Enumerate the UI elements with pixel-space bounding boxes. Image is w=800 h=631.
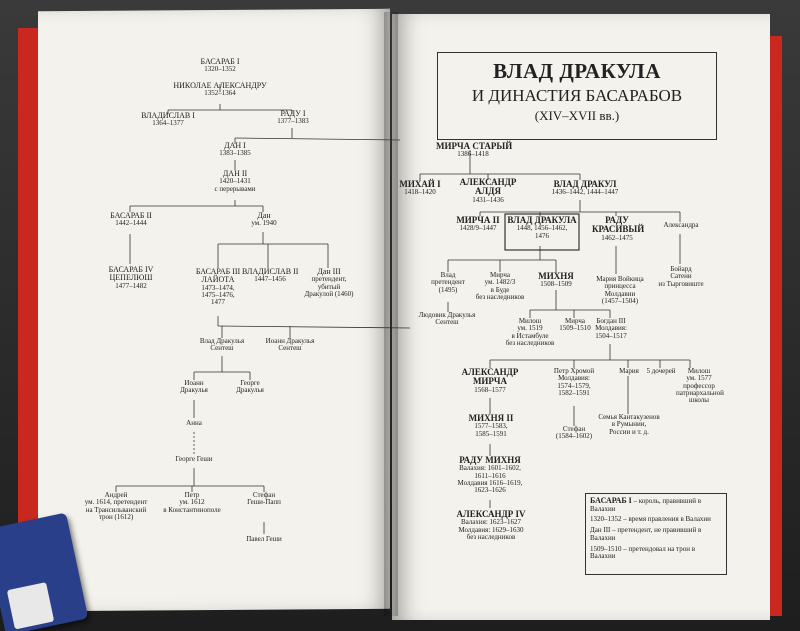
node-aleksandr-mircha: [460, 368, 520, 394]
legend-item-1-name: БАСАРАБ I: [590, 496, 632, 505]
stefan-dates: (1584–1602): [555, 432, 593, 441]
node-andrei: [76, 492, 156, 521]
dan3-note2: убитый: [317, 282, 341, 291]
node-aleksandr4: [452, 510, 530, 541]
kantakuzeny-note2: России и т. д.: [609, 427, 649, 436]
mihnya-name: МИХНЯ: [538, 271, 574, 281]
radu-mihnya-note2: 1611–1616: [474, 471, 506, 480]
radu-mihnya-note4: 1623–1626: [474, 486, 506, 495]
radu-krasiviy-name: РАДУ: [605, 215, 629, 225]
georg-geshi-name: Георге Геши: [175, 455, 213, 463]
ioann-sentesh-name2: Сентеш: [278, 344, 302, 353]
legend-item-1-text: – король, правивший в Валахии: [590, 497, 702, 513]
dan3-note3: Дракулой (1460): [304, 290, 354, 299]
boyard-note: из Тырговиште: [658, 279, 704, 288]
mircha-1509-name: Мирча: [565, 317, 585, 325]
node-bogdan3: [588, 318, 634, 340]
dan2-name: ДАН II: [222, 169, 248, 178]
node-aleksandr-aldya: [458, 178, 518, 204]
dan2-dates: 1420–1431: [219, 177, 251, 186]
mircha-um-note3: без наследников: [475, 293, 525, 302]
node-boyard: [654, 266, 708, 288]
basarab3-name2: ЛАЙОТА: [201, 275, 235, 285]
boyard-name: Бойард: [670, 265, 692, 273]
legend-box: [585, 493, 727, 575]
basarab4-name2: ЦЕПЕЛЮШ: [109, 273, 153, 283]
node-stefan-geshi: [238, 492, 290, 507]
node-mariya-voichita: [590, 276, 650, 305]
node-dan2: [205, 170, 265, 193]
mihnya2-dates2: 1585–1591: [475, 429, 507, 438]
radu-mihnya-name: РАДУ МИХНЯ: [459, 455, 521, 465]
vlad-sentesh-name2: Сентеш: [210, 344, 234, 353]
andrei-name: Андрей: [104, 491, 128, 499]
basarab3-name: БАСАРАБ III: [195, 267, 241, 276]
mircha-stariy-name: МИРЧА СТАРЫЙ: [436, 141, 513, 151]
blue-object-label: [7, 582, 54, 629]
milosh-note2: в Истамбуле: [511, 331, 549, 340]
dan2-note: с перерывами: [214, 184, 256, 193]
legend-item-4: 1509–1510 – претендовал на трон в Валахии: [590, 544, 695, 561]
andrei-note3: трон (1612): [98, 513, 134, 522]
mariya-name: Мария: [619, 367, 639, 375]
aleksandr-aldya-name2: АЛДЯ: [475, 186, 501, 197]
5-docherei-name: 5 дочерей: [646, 367, 676, 375]
milosh2-note3: патриархальной: [676, 389, 724, 398]
bogdan3-name: Богдан III: [596, 317, 626, 325]
petr-hromoi-name: Петр Хромой: [553, 367, 595, 375]
vlad-drakula-dates: 1448, 1456–1462,: [516, 224, 568, 233]
basarab2-name: БАСАРАБ II: [110, 211, 152, 220]
radu1-name: РАДУ I: [280, 109, 306, 118]
andrei-note2: на Трансильванский: [85, 505, 147, 514]
basarab3-dates: 1473–1474,: [201, 283, 235, 292]
ioann-drakulya-name2: Дракулья: [180, 386, 208, 395]
dan-um-name: Дан: [257, 211, 271, 220]
node-milosh2: [676, 368, 722, 405]
aleksandra-name: Александра: [663, 221, 699, 229]
title-line2: И ДИНАСТИЯ БАСАРАБОВ: [471, 86, 683, 105]
aleksandr-mircha-dates: 1568–1577: [474, 385, 506, 394]
title-line3: (XIV–XVII вв.): [534, 108, 620, 123]
vlad-pret-note: претендент: [431, 278, 465, 287]
anna-name: Анна: [186, 419, 202, 427]
dan1-name: ДАН I: [224, 141, 246, 150]
node-mariya: [614, 368, 644, 375]
mariya-voichita-note3: (1457–1504): [601, 297, 639, 306]
nikolae-name: НИКОЛАЕ АЛЕКСАНДРУ: [173, 81, 267, 90]
petr-hromoi-note: Молдавия:: [558, 374, 590, 383]
ioann-drakulya-name: Иоанн: [184, 379, 204, 387]
mircha2-dates: 1428/9–1447: [459, 224, 497, 233]
node-dan-um: [244, 212, 284, 228]
node-radu1: [268, 110, 318, 126]
radu1-dates: 1377–1383: [277, 117, 309, 126]
node-georg-geshi: [160, 456, 228, 463]
aleksandr-mircha-name: АЛЕКСАНДР: [461, 367, 519, 377]
node-basarab4: [104, 266, 158, 290]
basarab2-dates: 1442–1444: [115, 219, 147, 228]
stefan-geshi-name: Стефан: [252, 491, 276, 499]
ioann-sentesh-name: Иоанн Дракулья: [265, 337, 315, 345]
node-vlad-sentesh: [194, 338, 250, 353]
legend-item-2: 1320–1352 – время правления в Валахии: [590, 515, 711, 524]
basarab1-name: БАСАРАБ I: [200, 57, 240, 66]
node-lyudovik: [412, 312, 482, 327]
petr-hromoi-dates: 1574–1579,: [557, 381, 591, 390]
milosh2-note4: школы: [688, 396, 710, 405]
mircha-stariy-dates: 1386–1418: [457, 150, 489, 159]
vlad-drakul-name: ВЛАД ДРАКУЛ: [553, 179, 617, 189]
kantakuzeny-name: Семья Кантакузенов: [598, 413, 660, 421]
aleksandr4-note: Валахия: 1623–1627: [460, 518, 522, 527]
pavel-geshi-name: Павел Геши: [246, 535, 282, 543]
node-basarab2: [104, 212, 158, 228]
milosh-name: Милош: [518, 317, 542, 325]
milosh2-name: Милош: [687, 367, 711, 375]
basarab3-dates2: 1475–1476,: [201, 291, 235, 300]
aleksandr4-note2: Молдавия: 1629–1630: [458, 525, 524, 534]
node-vlad-drakul: [540, 180, 630, 197]
node-aleksandra: [658, 222, 704, 229]
node-ioann-drakulya: [174, 380, 214, 395]
legend-item-3: Дан III – претендент, не правивший в Валахии: [590, 526, 702, 542]
mihnya2-dates: 1577–1583,: [474, 422, 508, 431]
basarab1-dates: 1320–1352: [204, 65, 236, 74]
node-vladislav1: [140, 112, 196, 128]
node-radu-mihnya: [450, 456, 530, 495]
milosh2-note: ум. 1577: [686, 374, 712, 383]
node-kantakuzeny: [592, 414, 666, 436]
node-petr-geshi: [158, 492, 226, 514]
lyudovik-name: Людовик Дракулья: [418, 311, 476, 319]
radu-mihnya-note: Валахия: 1601–1602,: [459, 464, 521, 473]
node-basarab3: [188, 268, 248, 307]
boyard-name2: Сатени: [670, 272, 692, 281]
basarab4-name: БАСАРАБ IV: [108, 265, 154, 274]
node-dan1: [212, 142, 258, 158]
aleksandr-aldya-dates: 1431–1436: [472, 195, 504, 204]
mircha-um-note: ум. 1482/3: [484, 278, 516, 287]
mircha-um-name: Мирча: [490, 271, 510, 279]
legend-item-1: [590, 497, 722, 513]
node-mihnya2: [466, 414, 516, 438]
mihail1-name: МИХАЙ I: [399, 179, 441, 189]
node-petr-hromoi: [546, 368, 602, 397]
mircha2-name: МИРЧА II: [456, 215, 500, 225]
vlad-sentesh-name: Влад Дракулья: [199, 337, 245, 345]
radu-mihnya-note3: Молдавия 1616–1619,: [457, 479, 523, 488]
node-georg-drakulya: [230, 380, 270, 395]
kantakuzeny-note: в Румынии,: [611, 420, 647, 429]
node-milosh: [502, 318, 558, 347]
node-mihail1: [398, 180, 442, 197]
title-line1: ВЛАД ДРАКУЛА: [493, 59, 661, 83]
bogdan3-dates: 1504–1517: [595, 331, 627, 340]
bogdan3-note: Молдавия:: [595, 324, 627, 333]
node-nikolae: [170, 82, 270, 98]
node-pavel-geshi: [236, 536, 292, 543]
node-radu-krasiviy: [592, 215, 645, 242]
radu-krasiviy-dates: 1462–1475: [601, 233, 633, 242]
node-ioann-sentesh: [260, 338, 320, 353]
basarab4-dates: 1477–1482: [115, 281, 147, 290]
milosh-note: ум. 1519: [517, 324, 543, 333]
node-anna: [176, 420, 212, 427]
dan1-dates: 1383–1385: [219, 149, 251, 158]
vladislav1-dates: 1364–1377: [152, 119, 184, 128]
vladislav2-dates: 1447–1456: [254, 275, 286, 284]
mariya-voichita-name: Мария Войкица: [596, 275, 644, 283]
mariya-voichita-note2: Молдавии: [604, 289, 636, 298]
node-mircha-um: [472, 272, 528, 301]
node-vlad-pret: [424, 272, 472, 294]
stefan-geshi-name2: Геши-Папп: [247, 498, 281, 507]
mariya-voichita-note: принцесса: [604, 282, 636, 291]
nikolae-dates: 1352–1364: [204, 89, 236, 98]
node-5-docherei: [644, 368, 678, 375]
petr-hromoi-dates2: 1582–1591: [558, 389, 590, 398]
lyudovik-name2: Сентеш: [435, 318, 459, 327]
node-mircha-stariy: [436, 141, 513, 159]
vlad-drakul-dates: 1436–1442, 1444–1447: [551, 188, 619, 197]
vladislav1-name: ВЛАДИСЛАВ I: [141, 111, 195, 120]
stefan-name: Стефан: [562, 425, 586, 433]
dan3-note: претендент,: [311, 275, 347, 284]
petr-geshi-name: Петр: [184, 491, 200, 499]
aleksandr-mircha-name2: МИРЧА: [472, 376, 508, 387]
aleksandr-aldya-name: АЛЕКСАНДР: [459, 177, 517, 187]
basarab3-dates3: 1477: [211, 298, 225, 307]
vladislav2-name: ВЛАДИСЛАВ II: [242, 267, 299, 276]
petr-geshi-note2: в Константинополе: [163, 505, 221, 514]
node-vladislav2: [242, 268, 298, 284]
milosh2-note2: профессор: [683, 381, 715, 390]
mihail1-dates: 1418–1420: [404, 188, 436, 197]
petr-geshi-note: ум. 1612: [179, 498, 205, 507]
node-basarab1: [190, 58, 250, 74]
node-vlad-drakula: [506, 216, 578, 240]
georg-drakulya-name: Георге: [240, 379, 260, 387]
dan3-name: Дан III: [317, 267, 341, 276]
vlad-drakula-name: ВЛАД ДРАКУЛА: [507, 215, 577, 225]
node-dan3: [296, 268, 362, 298]
mircha-um-note2: в Буде: [490, 285, 510, 294]
dan-um-dates: ум. 1940: [251, 219, 277, 228]
title-box: [437, 52, 717, 140]
vlad-drakula-dates2: 1476: [535, 231, 549, 240]
node-mihnya: [530, 272, 582, 289]
aleksandr4-note3: без наследников: [466, 533, 516, 542]
georg-drakulya-name2: Дракулья: [236, 386, 264, 395]
node-mircha2: [448, 216, 508, 233]
vlad-pret-note2: (1495): [438, 285, 458, 294]
aleksandr4-name: АЛЕКСАНДР IV: [456, 509, 526, 519]
mihnya2-name: МИХНЯ II: [468, 413, 514, 423]
milosh-note3: без наследников: [505, 339, 555, 348]
radu-krasiviy-name2: КРАСИВЫЙ: [592, 224, 645, 235]
andrei-note: ум. 1614, претендент: [84, 498, 148, 507]
vlad-pret-name: Влад: [440, 271, 456, 279]
mircha-1509-dates: 1509–1510: [559, 324, 591, 333]
mihnya-dates: 1508–1509: [540, 280, 572, 289]
